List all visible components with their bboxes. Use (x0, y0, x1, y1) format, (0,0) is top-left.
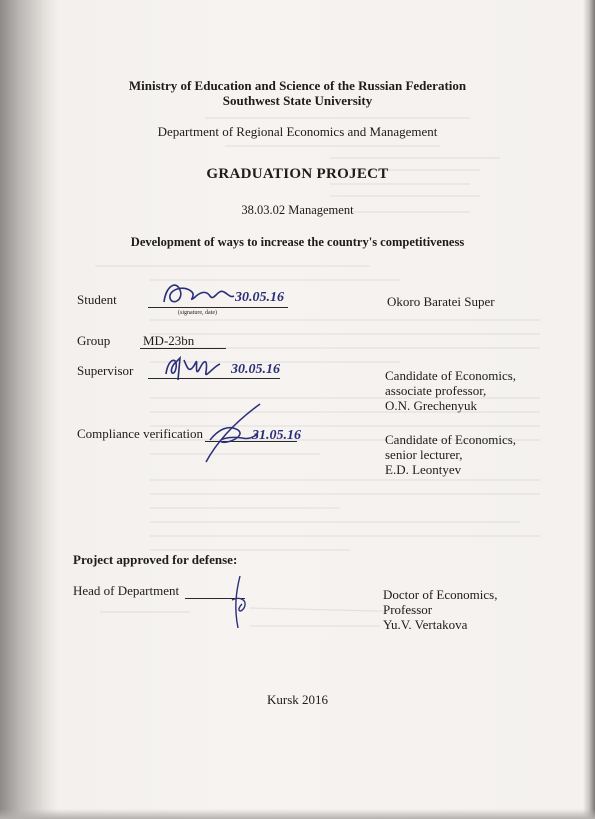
ministry-name: Ministry of Education and Science of the Russian Federation (128, 78, 467, 93)
head-of-department-label: Head of Department (73, 583, 180, 598)
supervisor-name: O.N. Grechenyuk (385, 398, 478, 413)
head-degree: Doctor of Economics, (383, 587, 498, 602)
compliance-position: senior lecturer, (385, 447, 463, 462)
document-title: GRADUATION PROJECT (206, 166, 389, 182)
head-signature (226, 572, 256, 632)
department-name: Department of Regional Economics and Management (157, 124, 438, 139)
compliance-label: Compliance verification (77, 426, 203, 441)
supervisor-position: associate professor, (385, 383, 487, 398)
student-signature-date: 30.05.16 (235, 290, 284, 305)
head-name: Yu.V. Vertakova (383, 617, 468, 632)
supervisor-signature (158, 350, 228, 386)
place-and-year: Kursk 2016 (266, 692, 329, 707)
student-name: Okoro Baratei Super (387, 294, 495, 309)
project-topic: Development of ways to increase the country's competitiveness (130, 235, 465, 249)
supervisor-signature-date: 30.05.16 (231, 362, 280, 377)
student-signature (158, 276, 238, 312)
compliance-name: E.D. Leontyev (385, 462, 462, 477)
group-value: MD-23bn (143, 333, 195, 348)
signature-caption: (signature, date) (178, 310, 217, 316)
supervisor-degree: Candidate of Economics, (385, 368, 517, 383)
group-label: Group (77, 333, 111, 348)
supervisor-label: Supervisor (77, 363, 134, 378)
head-position: Professor (383, 602, 433, 617)
approval-heading: Project approved for defense: (73, 552, 238, 567)
specialty-code: 38.03.02 Management (241, 203, 354, 217)
compliance-signature-date: 31.05.16 (252, 428, 301, 443)
student-label: Student (77, 292, 117, 307)
compliance-degree: Candidate of Economics, (385, 432, 517, 447)
university-name: Southwest State University (222, 93, 373, 108)
group-underline (140, 348, 226, 349)
